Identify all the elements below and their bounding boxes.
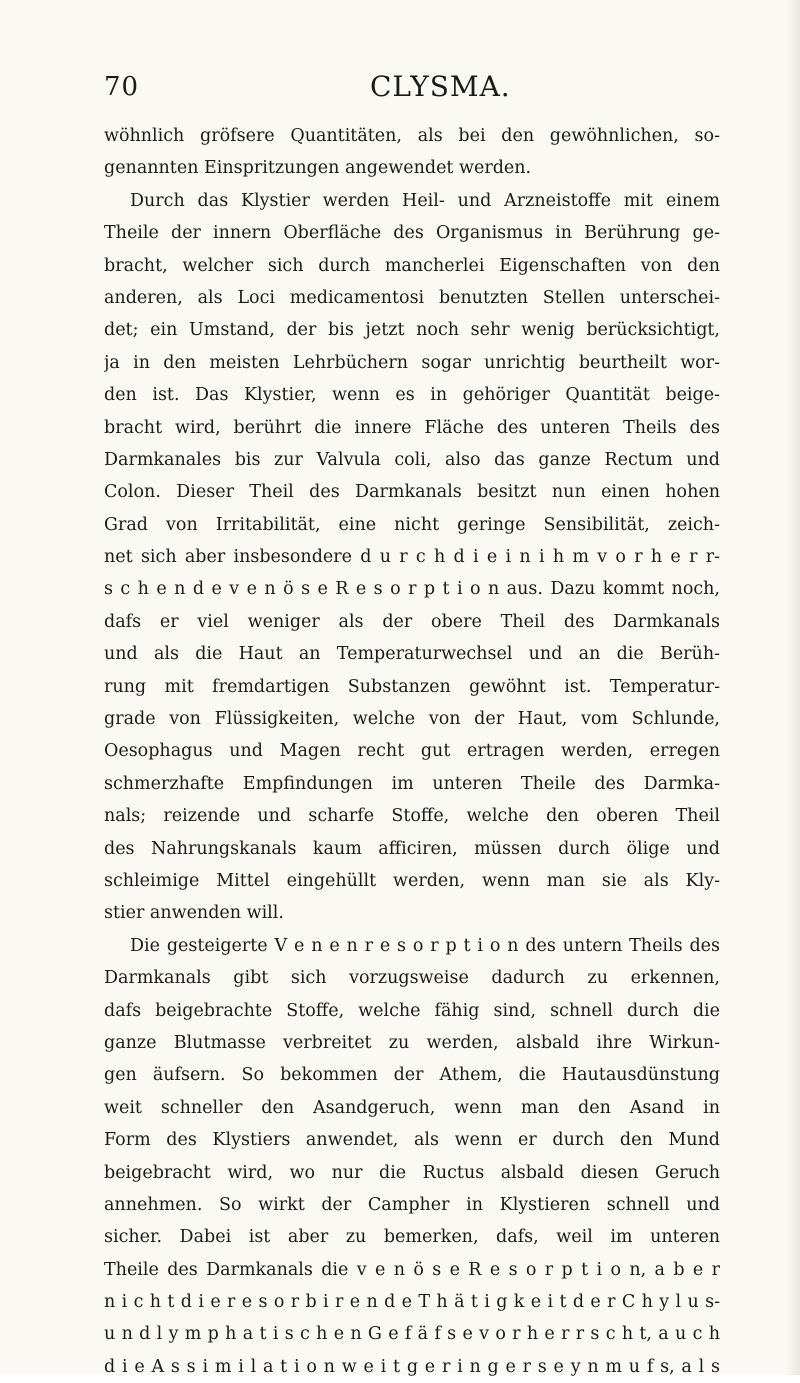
text-line: sicher. Dabei ist aber zu bemerken, dafs, weil im unteren <box>104 1227 720 1248</box>
text-line: annehmen. So wirkt der Campher in Klystieren schnell und <box>104 1194 720 1215</box>
text-line: bracht, welcher sich durch mancherlei Eigenschaften von den <box>104 255 720 276</box>
text-line: des Nahrungskanals kaum afficiren, müssen durch ölige und <box>104 838 720 859</box>
text-line: weit schneller den Asandgeruch, wenn man den Asand in <box>104 1097 720 1118</box>
text-line: det; ein Umstand, der bis jetzt noch sehr wenig berücksichtigt, <box>104 320 720 341</box>
text-line: dafs beigebrachte Stoffe, welche fähig sind, schnell durch die <box>104 1000 720 1021</box>
text-line: Theile der innern Oberfläche des Organismus in Berührung ge- <box>104 223 720 244</box>
page-number: 70 <box>104 72 140 102</box>
text-line: beigebracht wird, wo nur die Ructus alsbald diesen Geruch <box>104 1162 720 1183</box>
text-line: wöhnlich gröfsere Quantitäten, als bei den gewöhnlichen, so- <box>104 126 720 146</box>
text-line: anderen, als Loci medicamentosi benutzten Stellen unterschei- <box>104 287 720 308</box>
text-line: schleimige Mittel eingehüllt werden, wenn man sie als Kly- <box>104 870 720 891</box>
text-line: Die gesteigerte V e n e n r e s o r p t i o n des untern Theils des <box>130 935 720 956</box>
text-line: Darmkanals gibt sich vorzugsweise dadurch zu erkennen, <box>104 968 720 989</box>
text-line: Colon. Dieser Theil des Darmkanals besitzt nun einen hohen <box>104 482 720 503</box>
text-line: d i e A s s i m i l a t i o n w e i t g e r i n g e r s e y n m u f s, a l s <box>104 1356 720 1377</box>
text-line: genannten Einspritzungen angewendet werden. <box>104 158 532 179</box>
running-title: CLYSMA. <box>370 70 511 103</box>
text-line: dafs er viel weniger als der obere Theil des Darmkanals <box>104 611 720 632</box>
text-line: Durch das Klystier werden Heil- und Arzneistoffe mit einem <box>130 190 720 211</box>
text-line: Form des Klystiers anwendet, als wenn er durch den Mund <box>104 1130 720 1151</box>
text-line: rung mit fremdartigen Substanzen gewöhnt ist. Temperatur- <box>104 676 720 697</box>
text-line: schmerzhafte Empfindungen im unteren Theile des Darmka- <box>104 773 720 794</box>
text-line: ja in den meisten Lehrbüchern sogar unrichtig beurtheilt wor- <box>104 352 720 373</box>
text-line: und als die Haut an Temperaturwechsel und an die Berüh- <box>104 644 720 665</box>
text-line: Grad von Irritabilität, eine nicht geringe Sensibilität, zeich- <box>104 514 720 535</box>
text-line: ganze Blutmasse verbreitet zu werden, alsbald ihre Wirkun- <box>104 1032 720 1053</box>
text-line: Oesophagus und Magen recht gut ertragen werden, erregen <box>104 741 720 762</box>
text-line: nals; reizende und scharfe Stoffe, welche den oberen Theil <box>104 806 720 827</box>
text-line: Theile des Darmkanals die v e n ö s e R e s o r p t i o n, a b e r <box>104 1259 720 1280</box>
text-line: stier anwenden will. <box>104 903 284 924</box>
page-header <box>0 70 800 110</box>
text-line: u n d l y m p h a t i s c h e n G e f ä f s e v o r h e r r s c h t, a u c h <box>104 1324 720 1345</box>
page-edge-shadow <box>786 0 800 1375</box>
text-line: den ist. Das Klystier, wenn es in gehöriger Quantität beige- <box>104 385 720 406</box>
text-line: n i c h t d i e r e s o r b i r e n d e T h ä t i g k e i t d e r C h y l u s- <box>104 1292 720 1313</box>
body-text <box>104 120 720 1383</box>
text-line: Darmkanales bis zur Valvula coli, also das ganze Rectum und <box>104 449 720 470</box>
text-line: grade von Flüssigkeiten, welche von der Haut, vom Schlunde, <box>104 709 720 730</box>
text-line: s c h e n d e v e n ö s e R e s o r p t i o n aus. Dazu kommt noch, <box>104 579 720 600</box>
text-line: net sich aber insbesondere d u r c h d i e i n i h m v o r h e r r- <box>104 547 720 568</box>
text-line: bracht wird, berührt die innere Fläche des unteren Theils des <box>104 417 720 438</box>
text-line: gen äufsern. So bekommen der Athem, die Hautausdünstung <box>104 1065 720 1086</box>
